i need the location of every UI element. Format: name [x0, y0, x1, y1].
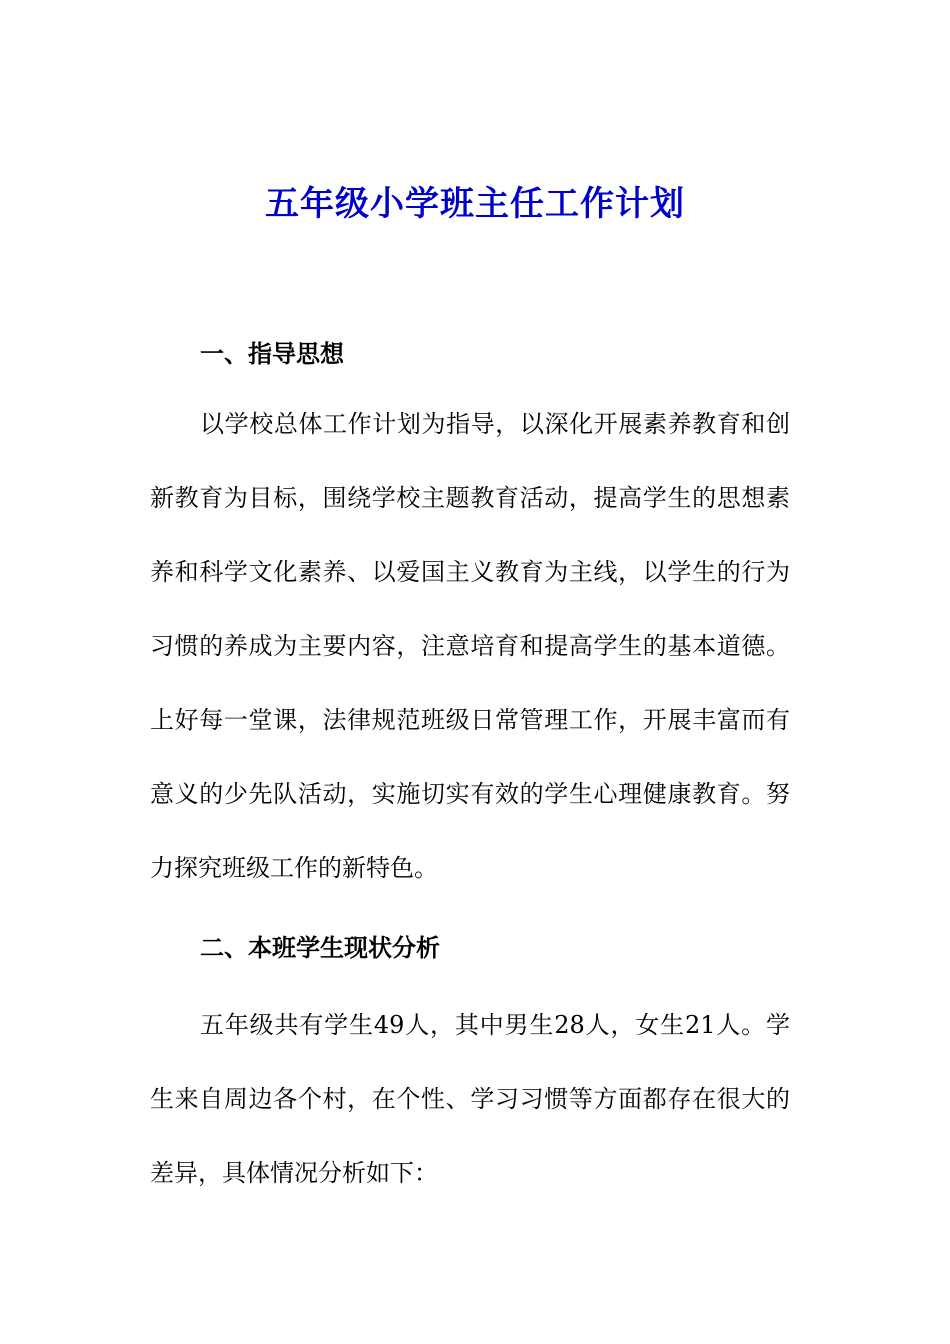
document-title: 五年级小学班主任工作计划	[265, 184, 685, 224]
section-paragraph-class-analysis: 五年级共有学生49人，其中男生28人，女生21人。学生来自周边各个村，在个性、学习习惯等方面都存在很大的差异，具体情况分析如下：	[150, 1011, 790, 1187]
section-heading-class-analysis: 二、本班学生现状分析	[200, 933, 440, 962]
section-paragraph-guiding-ideology: 以学校总体工作计划为指导，以深化开展素养教育和创新教育为目标，围绕学校主题教育活动，提高学生的思想素养和科学文化素养、以爱国主义教育为主线，以学生的行为习惯的养成为主要内容，注意培育和提高学生的基本道德。上好每一堂课，法律规范班级日常管理工作，开展丰富而有意义的少先队活动，实施切实有效的学生心理健康教育。努力探究班级工作的新特色。	[150, 410, 790, 882]
section-heading-guiding-ideology: 一、指导思想	[200, 339, 344, 368]
